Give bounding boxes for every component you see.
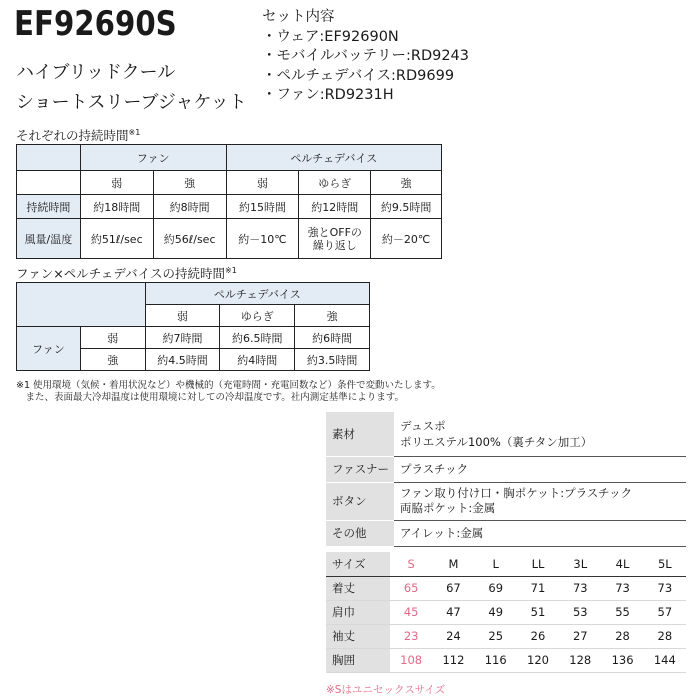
measure-value: 25 xyxy=(475,624,517,648)
measure-value: 73 xyxy=(559,576,601,600)
size-l: L xyxy=(475,552,517,576)
measure-value: 27 xyxy=(559,624,601,648)
product-name-line1: ハイブリッドクール xyxy=(16,62,176,83)
size-header-label: サイズ xyxy=(326,552,390,576)
corner-cell xyxy=(17,283,146,327)
table-cell: 約6時間 xyxy=(295,327,370,349)
spec-value: デュスポ ポリエステル100%（裏チタン加工） xyxy=(394,412,686,456)
table-cell: 約6.5時間 xyxy=(220,327,295,349)
measure-label: 袖丈 xyxy=(326,624,390,648)
level-header: 強 xyxy=(371,171,442,195)
group-peltier: ペルチェデバイス xyxy=(145,283,369,305)
measure-value: 26 xyxy=(517,624,559,648)
row-label: 弱 xyxy=(80,327,145,349)
row-label: 風量/温度 xyxy=(17,219,81,259)
group-peltier: ペルチェデバイス xyxy=(226,145,441,171)
table-cell: 約－20℃ xyxy=(371,219,442,259)
level-header: 強 xyxy=(295,305,370,327)
spec-key: ボタン xyxy=(326,482,394,520)
row-label: 強 xyxy=(80,349,145,371)
measure-value: 53 xyxy=(559,600,601,624)
note-mark: ※1 xyxy=(128,127,141,137)
level-header: 強 xyxy=(153,171,226,195)
combo-table xyxy=(16,282,370,371)
set-item: ・モバイルバッテリー:RD9243 xyxy=(262,48,470,64)
footnote-line2: また、表面最大冷却温度は使用環境に対しての冷却温度です。社内測定基準によります。 xyxy=(16,392,404,403)
duration-section-title: それぞれの持続時間$^{※1}$ xyxy=(16,127,141,143)
measure-value: 65 xyxy=(390,576,432,600)
measure-label: 着丈 xyxy=(326,576,390,600)
row-group-label: ファン xyxy=(17,327,81,371)
table-cell: 約－10℃ xyxy=(226,219,299,259)
spec-key: 素材 xyxy=(326,412,394,456)
table-cell: 約12時間 xyxy=(299,195,371,219)
measure-value: 116 xyxy=(475,648,517,672)
measure-value: 23 xyxy=(390,624,432,648)
size-table xyxy=(326,552,686,673)
measure-value: 108 xyxy=(390,648,432,672)
table-cell: 強とOFFの 繰り返し xyxy=(299,219,371,259)
table-cell: 約3.5時間 xyxy=(295,349,370,371)
spec-value: ファン取り付け口・胸ポケット:プラスチック 両脇ポケット:金属 xyxy=(394,482,686,520)
row-label: 持続時間 xyxy=(17,195,81,219)
measure-value: 73 xyxy=(644,576,686,600)
set-item: ・ウェア:EF92690N xyxy=(262,28,399,45)
size-m: M xyxy=(432,552,474,576)
size-4l: 4L xyxy=(601,552,643,576)
measure-label: 肩巾 xyxy=(326,600,390,624)
table-cell: 約51ℓ/sec xyxy=(80,219,153,259)
spec-table xyxy=(326,412,686,547)
level-header: ゆらぎ xyxy=(299,171,371,195)
size-3l: 3L xyxy=(559,552,601,576)
size-footnote: ※Sはユニセックスサイズ xyxy=(326,684,446,696)
level-header: 弱 xyxy=(80,171,153,195)
table-cell: 約9.5時間 xyxy=(371,195,442,219)
blank-cell xyxy=(17,171,81,195)
measure-value: 45 xyxy=(390,600,432,624)
table-cell: 約56ℓ/sec xyxy=(153,219,226,259)
duration-table xyxy=(16,144,442,259)
size-s: S xyxy=(390,552,432,576)
note-mark: ※1 xyxy=(224,265,237,275)
measure-value: 136 xyxy=(601,648,643,672)
measure-value: 67 xyxy=(432,576,474,600)
measure-value: 112 xyxy=(432,648,474,672)
set-item: ・ファン:RD9231H xyxy=(262,87,394,103)
measure-value: 51 xyxy=(517,600,559,624)
size-ll: LL xyxy=(517,552,559,576)
measure-value: 47 xyxy=(432,600,474,624)
table-cell: 約15時間 xyxy=(226,195,299,219)
measure-value: 144 xyxy=(644,648,686,672)
set-contents xyxy=(262,8,469,106)
corner-cell xyxy=(17,145,81,171)
measure-label: 胸囲 xyxy=(326,648,390,672)
measure-value: 49 xyxy=(475,600,517,624)
spec-key: ファスナー xyxy=(326,456,394,482)
measure-value: 57 xyxy=(644,600,686,624)
table-cell: 約4.5時間 xyxy=(145,349,220,371)
spec-value: アイレット:金属 xyxy=(394,520,686,546)
level-header: 弱 xyxy=(226,171,299,195)
spec-key: その他 xyxy=(326,520,394,546)
set-item: ・ペルチェデバイス:RD9699 xyxy=(262,67,455,84)
measure-value: 69 xyxy=(475,576,517,600)
measure-value: 28 xyxy=(644,624,686,648)
group-fan: ファン xyxy=(80,145,226,171)
product-code: EF92690S xyxy=(14,4,177,44)
measure-value: 71 xyxy=(517,576,559,600)
product-name-line2: ショートスリーブジャケット xyxy=(16,92,247,113)
measure-value: 28 xyxy=(601,624,643,648)
level-header: ゆらぎ xyxy=(220,305,295,327)
measure-value: 55 xyxy=(601,600,643,624)
measure-value: 73 xyxy=(601,576,643,600)
footnote-line1: ※1 使用環境（気候・着用状況など）や機械的（充電時間・充電回数など）条件で変動いたします。 xyxy=(16,380,441,391)
table-cell: 約18時間 xyxy=(80,195,153,219)
spec-value: プラスチック xyxy=(394,456,686,482)
size-5l: 5L xyxy=(644,552,686,576)
level-header: 弱 xyxy=(145,305,220,327)
set-contents-heading: セット内容 xyxy=(262,9,335,25)
combo-section-title: ファン×ペルチェデバイスの持続時間$^{※1}$ xyxy=(16,265,237,281)
table-cell: 約4時間 xyxy=(220,349,295,371)
table-cell: 約7時間 xyxy=(145,327,220,349)
table-cell: 約8時間 xyxy=(153,195,226,219)
measure-value: 120 xyxy=(517,648,559,672)
measure-value: 128 xyxy=(559,648,601,672)
measure-value: 24 xyxy=(432,624,474,648)
